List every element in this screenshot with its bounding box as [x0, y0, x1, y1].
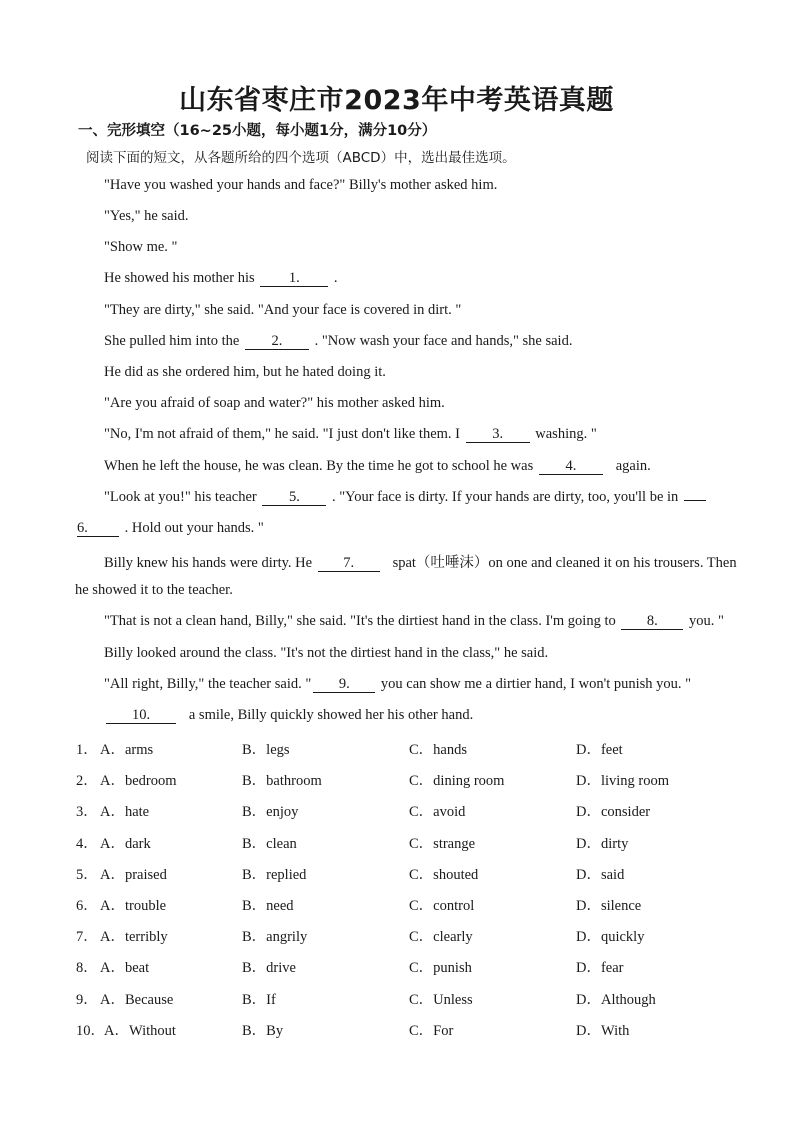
- blank-5[interactable]: 5.: [262, 490, 326, 506]
- passage-text: Billy looked around the class. "It's not the dirtiest hand in the class," he said.: [104, 645, 549, 661]
- option-b[interactable]: B．If: [242, 991, 276, 1008]
- passage-text: . Hold out your hands. ": [124, 520, 264, 536]
- option-c[interactable]: C．Unless: [409, 991, 473, 1008]
- passage-text: "No, I'm not afraid of them," he said. "I just don't like them. I: [104, 426, 461, 442]
- passage-text: He showed his mother his: [104, 270, 255, 286]
- passage-text: He did as she ordered him, but he hated doing it.: [104, 364, 386, 380]
- option-a[interactable]: A．bedroom: [100, 773, 177, 790]
- option-a[interactable]: A．dark: [100, 835, 151, 852]
- option-a[interactable]: A．hate: [100, 804, 150, 821]
- option-b[interactable]: B．enjoy: [242, 804, 299, 821]
- passage-line: [104, 333, 572, 350]
- passage-line: [104, 270, 338, 287]
- passage-text: you can show me a dirtier hand, I won't punish you. ": [380, 676, 692, 692]
- passage-line: [104, 239, 177, 256]
- option-c[interactable]: C．punish: [409, 960, 472, 977]
- option-b[interactable]: B．bathroom: [242, 773, 322, 790]
- passage-text: .: [333, 270, 338, 286]
- passage-line: [104, 395, 445, 412]
- option-a[interactable]: A．terribly: [100, 929, 168, 946]
- option-d[interactable]: D．fear: [576, 960, 624, 977]
- passage-line: [104, 458, 651, 475]
- passage-text: "Yes," he said.: [104, 208, 189, 224]
- question-number: 4．: [76, 835, 98, 852]
- blank-8[interactable]: 8.: [621, 614, 683, 630]
- question-number: 1．: [76, 742, 98, 758]
- option-c[interactable]: C．clearly: [409, 929, 473, 946]
- option-b[interactable]: B．angrily: [242, 929, 308, 946]
- passage-text: "They are dirty," she said. "And your face is covered in dirt. ": [104, 302, 462, 318]
- question-row: [76, 988, 716, 1019]
- option-c[interactable]: C．For: [409, 1022, 454, 1039]
- option-b[interactable]: B．clean: [242, 835, 297, 852]
- blank-6[interactable]: 6.: [77, 521, 119, 537]
- passage-line: [104, 551, 737, 572]
- blank-3[interactable]: 3.: [466, 427, 530, 443]
- passage-text: When he left the house, he was clean. By the time he got to school he was: [104, 458, 534, 474]
- question-number: 9．: [76, 991, 98, 1008]
- passage-line: [104, 645, 548, 662]
- question-row: [76, 1019, 716, 1050]
- passage-line: [104, 489, 708, 506]
- question-number: 5．: [76, 866, 98, 883]
- question-number: 6．: [76, 897, 98, 914]
- option-a[interactable]: A．praised: [100, 866, 167, 883]
- option-c[interactable]: C．strange: [409, 835, 476, 852]
- passage-line: [104, 364, 386, 381]
- blank-1[interactable]: 1.: [260, 271, 328, 287]
- blank-2[interactable]: 2.: [245, 334, 309, 350]
- question-row: [76, 956, 716, 987]
- passage-text: . "Your face is dirty. If your hands are dirty, too, you'll be in: [332, 489, 679, 505]
- option-b[interactable]: B．replied: [242, 866, 307, 883]
- passage-line: [104, 426, 597, 443]
- passage-text: "That is not a clean hand, Billy," she said. "It's the dirtiest hand in the class. I'm going to: [104, 613, 616, 629]
- blank-7[interactable]: 7.: [318, 556, 380, 572]
- option-d[interactable]: D．consider: [576, 804, 651, 821]
- passage-text: "Have you washed your hands and face?" Billy's mother asked him.: [104, 177, 498, 193]
- question-row: [76, 925, 716, 956]
- passage-line: [104, 302, 461, 319]
- passage-text: "Look at you!" his teacher: [104, 489, 257, 505]
- option-c[interactable]: C．shouted: [409, 866, 479, 883]
- passage-line: [104, 208, 188, 225]
- option-a[interactable]: A．arms: [100, 742, 154, 758]
- option-a[interactable]: A．beat: [100, 960, 150, 977]
- option-a[interactable]: A．Because: [100, 991, 174, 1008]
- passage-text: Billy knew his hands were dirty. He: [104, 555, 313, 571]
- section-instruction: 阅读下面的短文，从各题所给的四个选项（ABCD）中，选出最佳选项。: [86, 150, 516, 166]
- option-b[interactable]: B．need: [242, 897, 294, 914]
- option-b[interactable]: B．By: [242, 1022, 284, 1039]
- option-d[interactable]: D．Although: [576, 991, 656, 1008]
- option-c[interactable]: C．dining room: [409, 773, 505, 790]
- passage-text: She pulled him into the: [104, 333, 240, 349]
- passage-line: [75, 520, 264, 537]
- question-number: 7．: [76, 929, 98, 946]
- passage-line: [104, 613, 724, 630]
- question-row: [76, 894, 716, 925]
- passage-text: washing. ": [535, 426, 597, 442]
- passage-text: you. ": [688, 613, 724, 629]
- passage-line: [75, 582, 233, 599]
- passage-text: spat（吐唾沫）on one and cleaned it on his trousers. Then: [392, 555, 737, 571]
- blank-9[interactable]: 9.: [313, 677, 375, 693]
- option-d[interactable]: D．quickly: [576, 929, 645, 946]
- option-d[interactable]: D．silence: [576, 897, 642, 914]
- option-c[interactable]: C．avoid: [409, 804, 466, 821]
- question-row: [76, 863, 716, 894]
- passage-line: [104, 177, 497, 194]
- passage-line: [104, 676, 691, 693]
- option-b[interactable]: B．drive: [242, 960, 296, 977]
- question-number: 2．: [76, 773, 98, 790]
- option-c[interactable]: C．hands: [409, 742, 467, 758]
- question-number: 10．: [76, 1022, 105, 1039]
- question-row: [76, 769, 716, 800]
- passage-text: he showed it to the teacher.: [75, 582, 233, 598]
- option-d[interactable]: D．With: [576, 1022, 630, 1039]
- options-list: [76, 738, 716, 1050]
- question-row: [76, 738, 716, 769]
- passage-text: . "Now wash your face and hands," she said.: [314, 333, 573, 349]
- option-a[interactable]: A．trouble: [100, 897, 167, 914]
- question-row: [76, 800, 716, 831]
- passage-text: a smile, Billy quickly showed her his other hand.: [188, 707, 474, 723]
- option-d[interactable]: D．said: [576, 866, 625, 883]
- option-a[interactable]: A．Without: [104, 1022, 176, 1039]
- passage-text: "Are you afraid of soap and water?" his mother asked him.: [104, 395, 445, 411]
- blank-10[interactable]: 10.: [106, 708, 176, 724]
- page-title: 山东省枣庄市2023年中考英语真题: [179, 85, 614, 116]
- question-number: 8．: [76, 960, 98, 977]
- option-d[interactable]: D．dirty: [576, 835, 629, 852]
- passage-text: "All right, Billy," the teacher said. ": [104, 676, 312, 692]
- question-row: [76, 832, 716, 863]
- option-b[interactable]: B．legs: [242, 742, 290, 758]
- passage-text: "Show me. ": [104, 239, 178, 255]
- question-number: 3．: [76, 804, 98, 821]
- passage-text: again.: [615, 458, 651, 474]
- option-c[interactable]: C．control: [409, 897, 475, 914]
- section-heading: 一、完形填空（16~25小题，每小题1分，满分10分）: [78, 123, 437, 139]
- passage-line: [104, 707, 473, 724]
- blank-4[interactable]: 4.: [539, 459, 603, 475]
- option-d[interactable]: D．living room: [576, 773, 670, 790]
- option-d[interactable]: D．feet: [576, 742, 623, 758]
- blank-6-start: [684, 500, 706, 501]
